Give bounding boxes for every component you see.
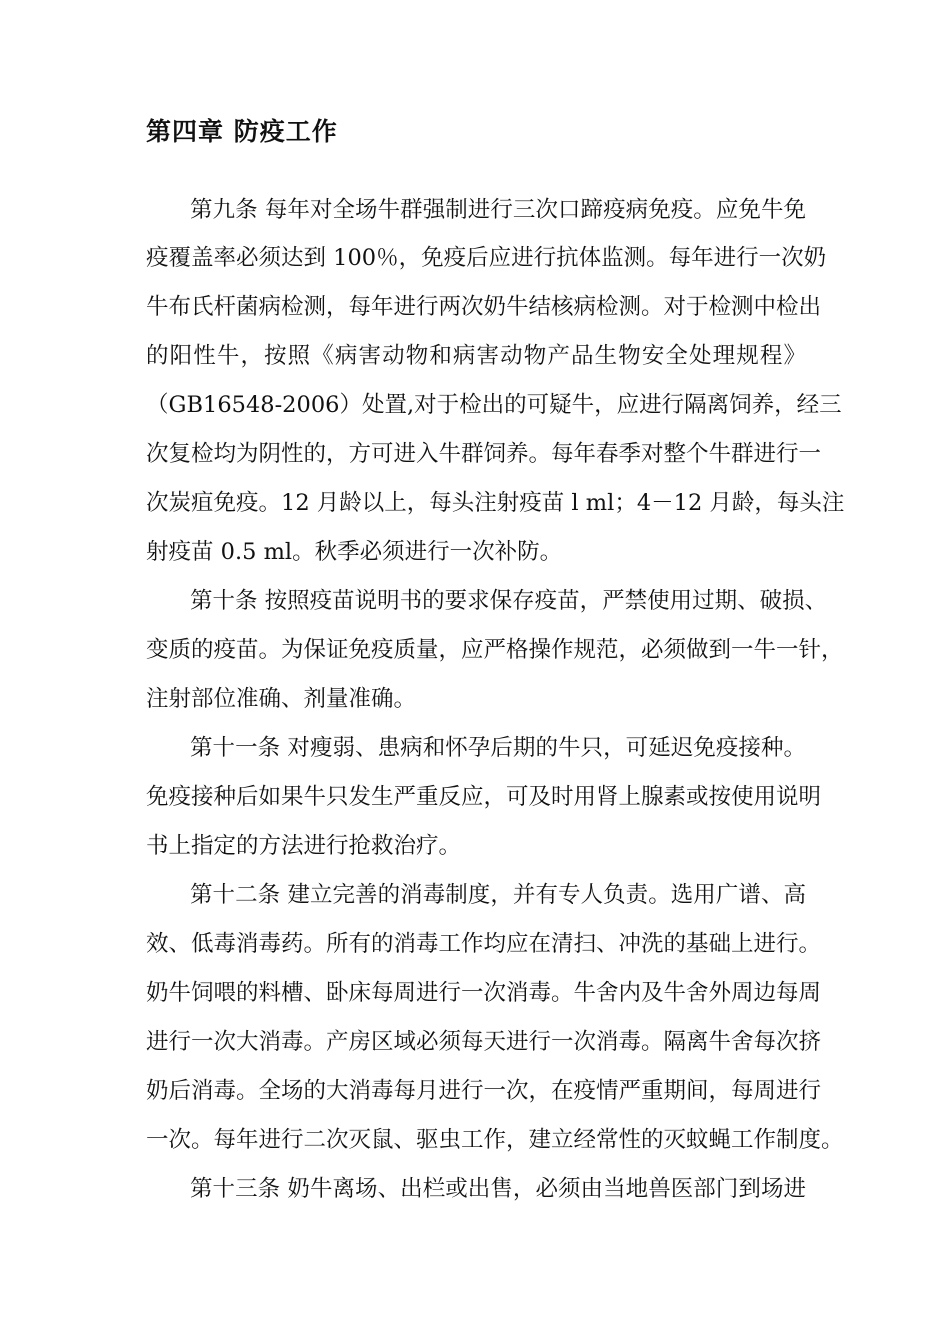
article-12-line: 第十二条 建立完善的消毒制度，并有专人负责。选用广谱、高	[190, 882, 806, 908]
article-10-line: 第十条 按照疫苗说明书的要求保存疫苗，严禁使用过期、破损、	[190, 588, 828, 614]
article-10-line: 变质的疫苗。为保证免疫质量，应严格操作规范，必须做到一牛一针，	[146, 637, 844, 663]
article-9-line: （GB16548-2006）处置,对于检出的可疑牛，应进行隔离饲养，经三	[146, 392, 842, 418]
article-9-line: 牛布氏杆菌病检测，每年进行两次奶牛结核病检测。对于检测中检出	[146, 294, 822, 320]
article-12-line: 奶后消毒。全场的大消毒每月进行一次，在疫情严重期间，每周进行	[146, 1078, 822, 1104]
article-9-line: 次复检均为阴性的，方可进入牛群饲养。每年春季对整个牛群进行一	[146, 441, 822, 467]
article-9-line: 射疫苗 0.5 ml。秋季必须进行一次补防。	[146, 539, 563, 565]
article-9-line: 的阳性牛，按照《病害动物和病害动物产品生物安全处理规程》	[146, 343, 806, 369]
article-11-line: 免疫接种后如果牛只发生严重反应，可及时用肾上腺素或按使用说明	[146, 784, 822, 810]
article-9-line: 疫覆盖率必须达到 100％，免疫后应进行抗体监测。每年进行一次奶	[146, 245, 827, 271]
article-9-line: 次炭疽免疫。12 月龄以上，每头注射疫苗 l ml；4－12 月龄，每头注	[146, 490, 845, 516]
article-12-line: 进行一次大消毒。产房区域必须每天进行一次消毒。隔离牛舍每次挤	[146, 1029, 822, 1055]
article-12-line: 奶牛饲喂的料槽、卧床每周进行一次消毒。牛舍内及牛舍外周边每周	[146, 980, 822, 1006]
article-11-line: 第十一条 对瘦弱、患病和怀孕后期的牛只，可延迟免疫接种。	[190, 735, 806, 761]
article-12-line: 效、低毒消毒药。所有的消毒工作均应在清扫、冲洗的基础上进行。	[146, 931, 822, 957]
chapter-title: 第四章 防疫工作	[146, 117, 338, 146]
article-12-line: 一次。每年进行二次灭鼠、驱虫工作，建立经常性的灭蚊蝇工作制度。	[146, 1127, 844, 1153]
article-13-line: 第十三条 奶牛离场、出栏或出售，必须由当地兽医部门到场进	[190, 1176, 806, 1202]
article-9-line: 第九条 每年对全场牛群强制进行三次口蹄疫病免疫。应免牛免	[190, 197, 806, 223]
article-11-line: 书上指定的方法进行抢救治疗。	[146, 833, 462, 859]
article-10-line: 注射部位准确、剂量准确。	[146, 686, 417, 712]
